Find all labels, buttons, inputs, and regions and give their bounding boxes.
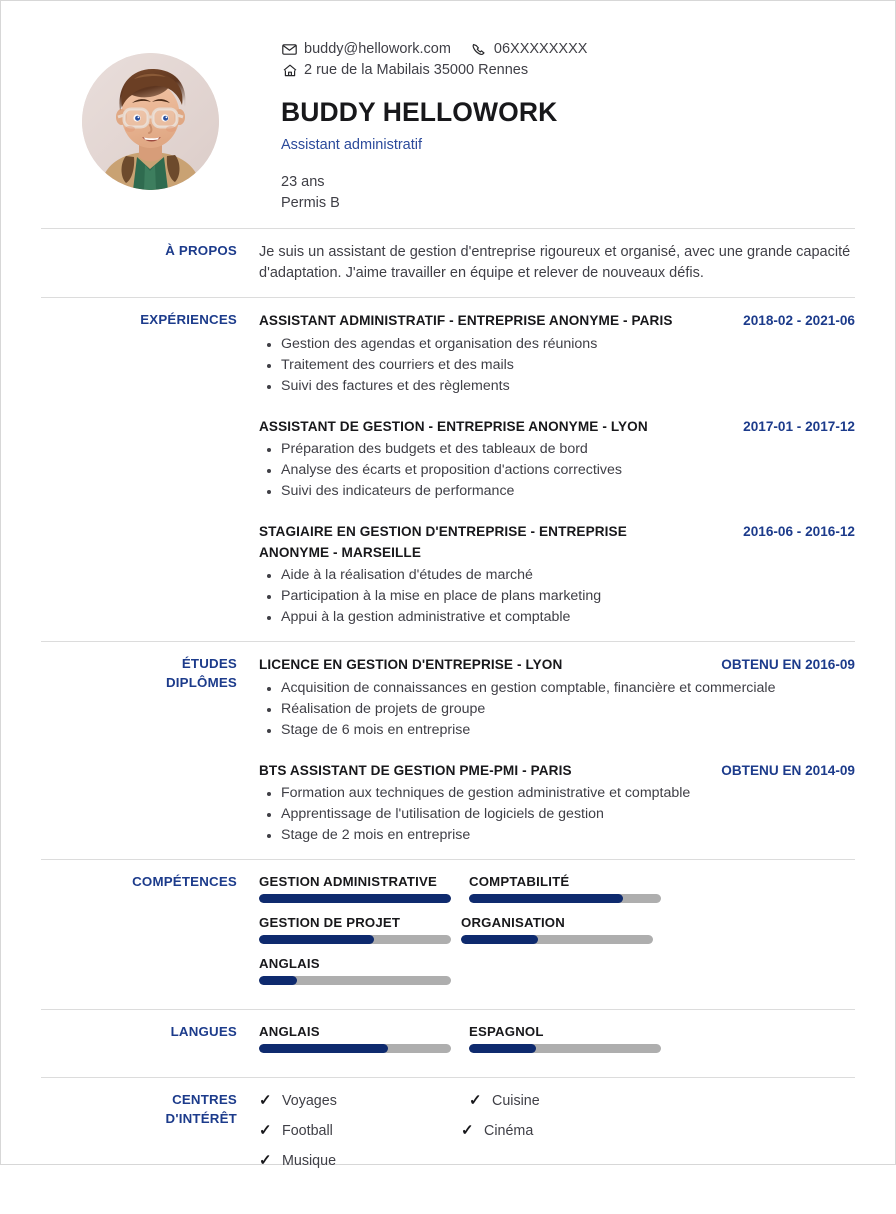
address-text: 2 rue de la Mabilais 35000 Rennes xyxy=(304,62,529,78)
language-bar-fill xyxy=(259,1044,388,1053)
skill-bar-fill xyxy=(259,976,297,985)
bullet-item: Traitement des courriers et des mails xyxy=(281,355,855,376)
avatar-column xyxy=(41,31,259,190)
interest-label: Cinéma xyxy=(484,1123,534,1139)
entry-header xyxy=(259,655,855,676)
skill-item xyxy=(461,914,663,944)
education-entry xyxy=(259,655,855,741)
section-label-about: À PROPOS xyxy=(165,243,237,258)
experiences-body xyxy=(259,311,855,628)
bullet-item: Participation à la mise en place de plans marketing xyxy=(281,586,855,607)
cv-header xyxy=(41,31,855,214)
entry-date: 2018-02 - 2021-06 xyxy=(743,313,855,328)
section-label-education-line1: ÉTUDES xyxy=(181,656,237,671)
skill-bar-fill xyxy=(461,935,538,944)
contact-phone[interactable] xyxy=(471,39,588,60)
bullet-item: Aide à la réalisation d'études de marché xyxy=(281,565,855,586)
language-item xyxy=(259,1023,461,1053)
check-icon: ✓ xyxy=(259,1122,272,1139)
experience-entry xyxy=(259,311,855,397)
education-body xyxy=(259,655,855,846)
skill-item xyxy=(259,914,461,944)
bullet-item: Apprentissage de l'utilisation de logiciels de gestion xyxy=(281,804,855,825)
phone-icon xyxy=(471,42,488,57)
entry-header xyxy=(259,311,855,332)
skill-name: GESTION DE PROJET xyxy=(259,915,401,930)
section-languages xyxy=(41,1009,855,1077)
avatar xyxy=(82,53,219,190)
skill-bar-fill xyxy=(259,935,374,944)
skill-bar-fill xyxy=(259,894,451,903)
entry-bullets xyxy=(259,439,855,502)
section-label-interests-line1: CENTRES xyxy=(172,1092,237,1107)
interest-item xyxy=(259,1151,461,1171)
section-skills xyxy=(41,859,855,1009)
about-text: Je suis un assistant de gestion d'entreprise rigoureux et organisé, avec une grande capacité d'adaptation. J'aime travailler en équipe et relever de nouveaux défis. xyxy=(259,244,851,281)
interests-body xyxy=(259,1091,855,1181)
interest-label: Musique xyxy=(282,1153,337,1169)
bullet-item: Gestion des agendas et organisation des réunions xyxy=(281,334,855,355)
skill-bar-track xyxy=(461,935,653,944)
job-title: Assistant administratif xyxy=(281,137,423,153)
bullet-item: Stage de 6 mois en entreprise xyxy=(281,720,855,741)
interest-label: Football xyxy=(282,1123,333,1139)
interest-item xyxy=(461,1121,663,1141)
section-label-experiences: EXPÉRIENCES xyxy=(140,312,237,327)
entry-header xyxy=(259,522,855,563)
entry-title: ASSISTANT DE GESTION - ENTREPRISE ANONYME - LYON xyxy=(259,418,648,434)
avatar-illustration xyxy=(82,53,219,190)
entry-bullets xyxy=(259,334,855,397)
bullet-item: Préparation des budgets et des tableaux de bord xyxy=(281,439,855,460)
phone-text: 06XXXXXXXX xyxy=(493,41,588,57)
bullet-item: Analyse des écarts et proposition d'actions correctives xyxy=(281,460,855,481)
section-label-skills: COMPÉTENCES xyxy=(132,874,237,889)
interests-grid xyxy=(259,1091,855,1181)
language-item xyxy=(469,1023,671,1053)
education-entry xyxy=(259,761,855,847)
page-title: BUDDY HELLOWORK xyxy=(281,97,558,127)
interest-label: Cuisine xyxy=(492,1093,540,1109)
home-icon xyxy=(281,63,298,78)
bullet-item: Stage de 2 mois en entreprise xyxy=(281,825,855,846)
skill-bar-track xyxy=(469,894,661,903)
check-icon: ✓ xyxy=(259,1152,272,1169)
skill-item xyxy=(259,955,461,985)
section-label-languages: LANGUES xyxy=(170,1024,237,1039)
experience-entry xyxy=(259,522,855,628)
skill-bar-track xyxy=(259,935,451,944)
check-icon: ✓ xyxy=(469,1092,482,1109)
bullet-item: Suivi des factures et des règlements xyxy=(281,376,855,397)
licence-text: Permis B xyxy=(281,195,340,211)
entry-bullets xyxy=(259,678,855,741)
header-details xyxy=(259,31,855,214)
section-experiences xyxy=(41,297,855,641)
language-name: ANGLAIS xyxy=(259,1024,320,1039)
entry-bullets xyxy=(259,783,855,846)
entry-title: BTS ASSISTANT DE GESTION PME-PMI - PARIS xyxy=(259,762,572,778)
section-label-education-line2: DIPLÔMES xyxy=(165,674,237,690)
interest-item xyxy=(259,1121,461,1141)
entry-title: ASSISTANT ADMINISTRATIF - ENTREPRISE ANONYME - PARIS xyxy=(259,313,673,328)
skill-bar-fill xyxy=(469,894,623,903)
entry-date: OBTENU EN 2014-09 xyxy=(721,762,855,778)
language-bar-track xyxy=(469,1044,661,1053)
section-label-education xyxy=(41,655,259,692)
language-bar-track xyxy=(259,1044,451,1053)
language-bar-fill xyxy=(469,1044,536,1053)
skills-grid xyxy=(259,873,855,996)
entry-title: STAGIAIRE EN GESTION D'ENTREPRISE - ENTREPRISE ANONYME - MARSEILLE xyxy=(259,524,627,560)
email-text: buddy@hellowork.com xyxy=(304,41,451,57)
bullet-item: Acquisition de connaissances en gestion comptable, financière et commerciale xyxy=(281,678,855,699)
languages-body xyxy=(259,1023,855,1064)
envelope-icon xyxy=(281,42,298,57)
skills-body xyxy=(259,873,855,996)
experience-entry xyxy=(259,417,855,503)
skill-item xyxy=(259,873,461,903)
skill-name: ORGANISATION xyxy=(461,915,565,930)
contact-email[interactable] xyxy=(281,39,451,60)
section-label-interests-line2: D'INTÉRÊT xyxy=(165,1110,237,1126)
interest-item xyxy=(469,1091,671,1111)
contact-address[interactable] xyxy=(281,60,528,81)
language-name: ESPAGNOL xyxy=(469,1024,544,1039)
interest-item xyxy=(259,1091,461,1111)
cv-document xyxy=(1,1,895,1214)
entry-title: LICENCE EN GESTION D'ENTREPRISE - LYON xyxy=(259,657,563,672)
bullet-item: Formation aux techniques de gestion administrative et comptable xyxy=(281,783,855,804)
entry-date: OBTENU EN 2016-09 xyxy=(721,657,855,672)
skill-name: ANGLAIS xyxy=(259,956,320,971)
bullet-item: Appui à la gestion administrative et comptable xyxy=(281,607,855,628)
skill-item xyxy=(469,873,671,903)
skill-name: GESTION ADMINISTRATIVE xyxy=(259,874,438,889)
skill-bar-track xyxy=(259,894,451,903)
contact-row-2 xyxy=(281,60,855,81)
age-text: 23 ans xyxy=(281,174,325,190)
languages-grid xyxy=(259,1023,855,1064)
contact-row-1 xyxy=(281,39,855,60)
entry-date: 2017-01 - 2017-12 xyxy=(743,418,855,434)
personal-meta xyxy=(281,172,855,214)
entry-header xyxy=(259,417,855,438)
bullet-item: Réalisation de projets de groupe xyxy=(281,699,855,720)
section-interests xyxy=(41,1077,855,1194)
check-icon: ✓ xyxy=(461,1122,474,1139)
check-icon: ✓ xyxy=(259,1092,272,1109)
about-body xyxy=(259,242,855,284)
section-education xyxy=(41,641,855,859)
entry-header xyxy=(259,761,855,782)
interest-label: Voyages xyxy=(282,1093,337,1109)
entry-bullets xyxy=(259,565,855,628)
bullet-item: Suivi des indicateurs de performance xyxy=(281,481,855,502)
entry-date: 2016-06 - 2016-12 xyxy=(743,524,855,539)
section-about xyxy=(41,228,855,297)
skill-name: COMPTABILITÉ xyxy=(469,874,570,889)
section-label-interests xyxy=(41,1091,259,1128)
skill-bar-track xyxy=(259,976,451,985)
